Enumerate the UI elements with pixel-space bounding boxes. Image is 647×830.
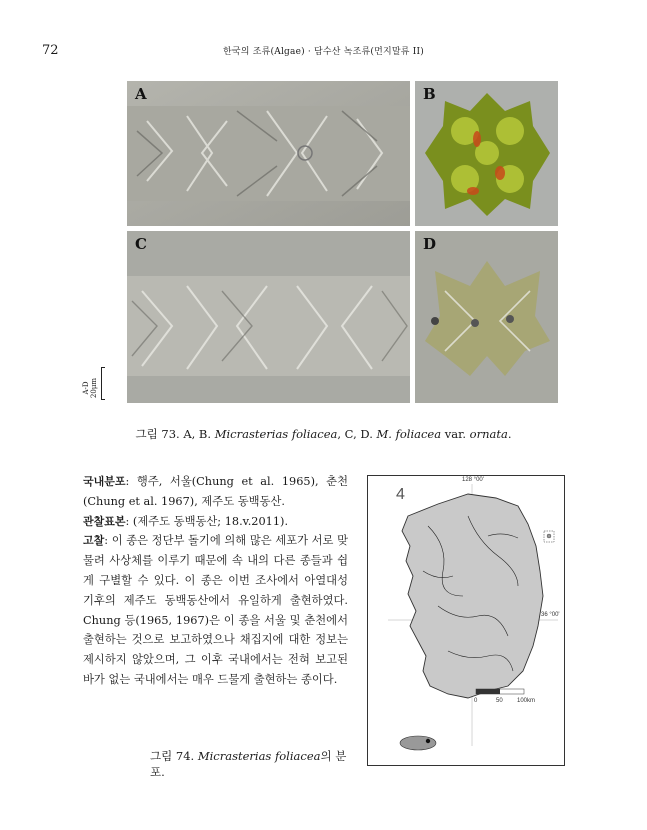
panel-label-b: B bbox=[423, 85, 436, 103]
caption-74-species: Micrasterias foliacea bbox=[197, 749, 321, 763]
panel-label-c: C bbox=[135, 235, 147, 253]
remarks-label: 고찰 bbox=[83, 534, 105, 548]
map-scale-50: 50 bbox=[496, 698, 503, 704]
map-scale-100km: 100km bbox=[517, 698, 536, 704]
caption-73-species-1: Micrasterias foliacea bbox=[214, 427, 338, 441]
panel-label-a: A bbox=[135, 85, 147, 103]
caption-73-species-2: M. foliacea bbox=[376, 427, 442, 441]
korea-map-image bbox=[368, 476, 564, 765]
page-number: 72 bbox=[42, 43, 59, 58]
micrograph-panel-c bbox=[127, 231, 410, 403]
scale-label-panels: A-D bbox=[82, 381, 90, 395]
micrograph-c-image bbox=[127, 231, 410, 403]
running-title: 한국의 조류(Algae) · 담수산 녹조류(먼지말류 II) bbox=[223, 47, 424, 57]
map-handwritten-mark: 4 bbox=[396, 486, 405, 503]
distribution-text: : 행주, 서울(Chung et al. 1965), 춘천(Chung et al. 1967), 제주도 동백동산. bbox=[83, 475, 348, 508]
specimen-label: 관찰표본 bbox=[83, 514, 126, 528]
caption-74-prefix: 그림 74. bbox=[150, 749, 198, 763]
map-scale-0: 0 bbox=[474, 698, 478, 704]
caption-73-mid: , C, D. bbox=[337, 427, 377, 441]
caption-74-suffix: 의 분포. bbox=[150, 749, 347, 779]
micrograph-panel-b bbox=[415, 81, 558, 226]
map-latitude-label: 36 °00' bbox=[541, 612, 560, 618]
micrograph-b-image bbox=[415, 81, 558, 226]
micrograph-panel-a bbox=[127, 81, 410, 226]
remarks-paragraph bbox=[83, 531, 348, 689]
figure-73-caption bbox=[0, 426, 647, 442]
scale-bar-label bbox=[82, 366, 102, 410]
panel-label-d: D bbox=[423, 235, 437, 253]
caption-73-end: . bbox=[507, 427, 512, 441]
specimen-text: : (제주도 동백동산; 18.v.2011). bbox=[125, 514, 289, 528]
figure-74-caption bbox=[150, 748, 360, 780]
remarks-text: : 이 종은 정단부 돌기에 의해 많은 세포가 서로 맞물려 사상체를 이루기 때문에 속 내의 다른 종들과 쉽게 구별할 수 있다. 이 종은 이번 조사에서 아열대성 기후의 제주도 동백동산에서 유일하게 출현하였다. Chung 등(1965, 1967)은 이 종을 서울 및 춘천에서 출현하는 것으로 보고하였으나 채집지에 대한 정보는 제시하지 않았으며, 그 이후 국내에서는 전혀 보고된 바가 없는 국내에서는 매우 드물게 출현하는 종이다. bbox=[83, 534, 348, 686]
micrograph-panel-d bbox=[415, 231, 558, 403]
map-longitude-label: 128 °00' bbox=[462, 477, 484, 483]
distribution-label: 국내분포 bbox=[83, 475, 126, 488]
specimen-paragraph bbox=[83, 512, 348, 532]
micrograph-d-image bbox=[415, 231, 558, 403]
distribution-map bbox=[367, 475, 565, 766]
caption-73-prefix: 그림 73. A, B. bbox=[135, 427, 215, 441]
distribution-paragraph bbox=[83, 472, 348, 512]
caption-73-variety: ornata bbox=[469, 427, 508, 441]
caption-73-var: var. bbox=[441, 427, 470, 441]
body-text bbox=[83, 472, 348, 690]
micrograph-a-image bbox=[127, 81, 410, 226]
scale-label-length: 20μm bbox=[90, 377, 98, 399]
